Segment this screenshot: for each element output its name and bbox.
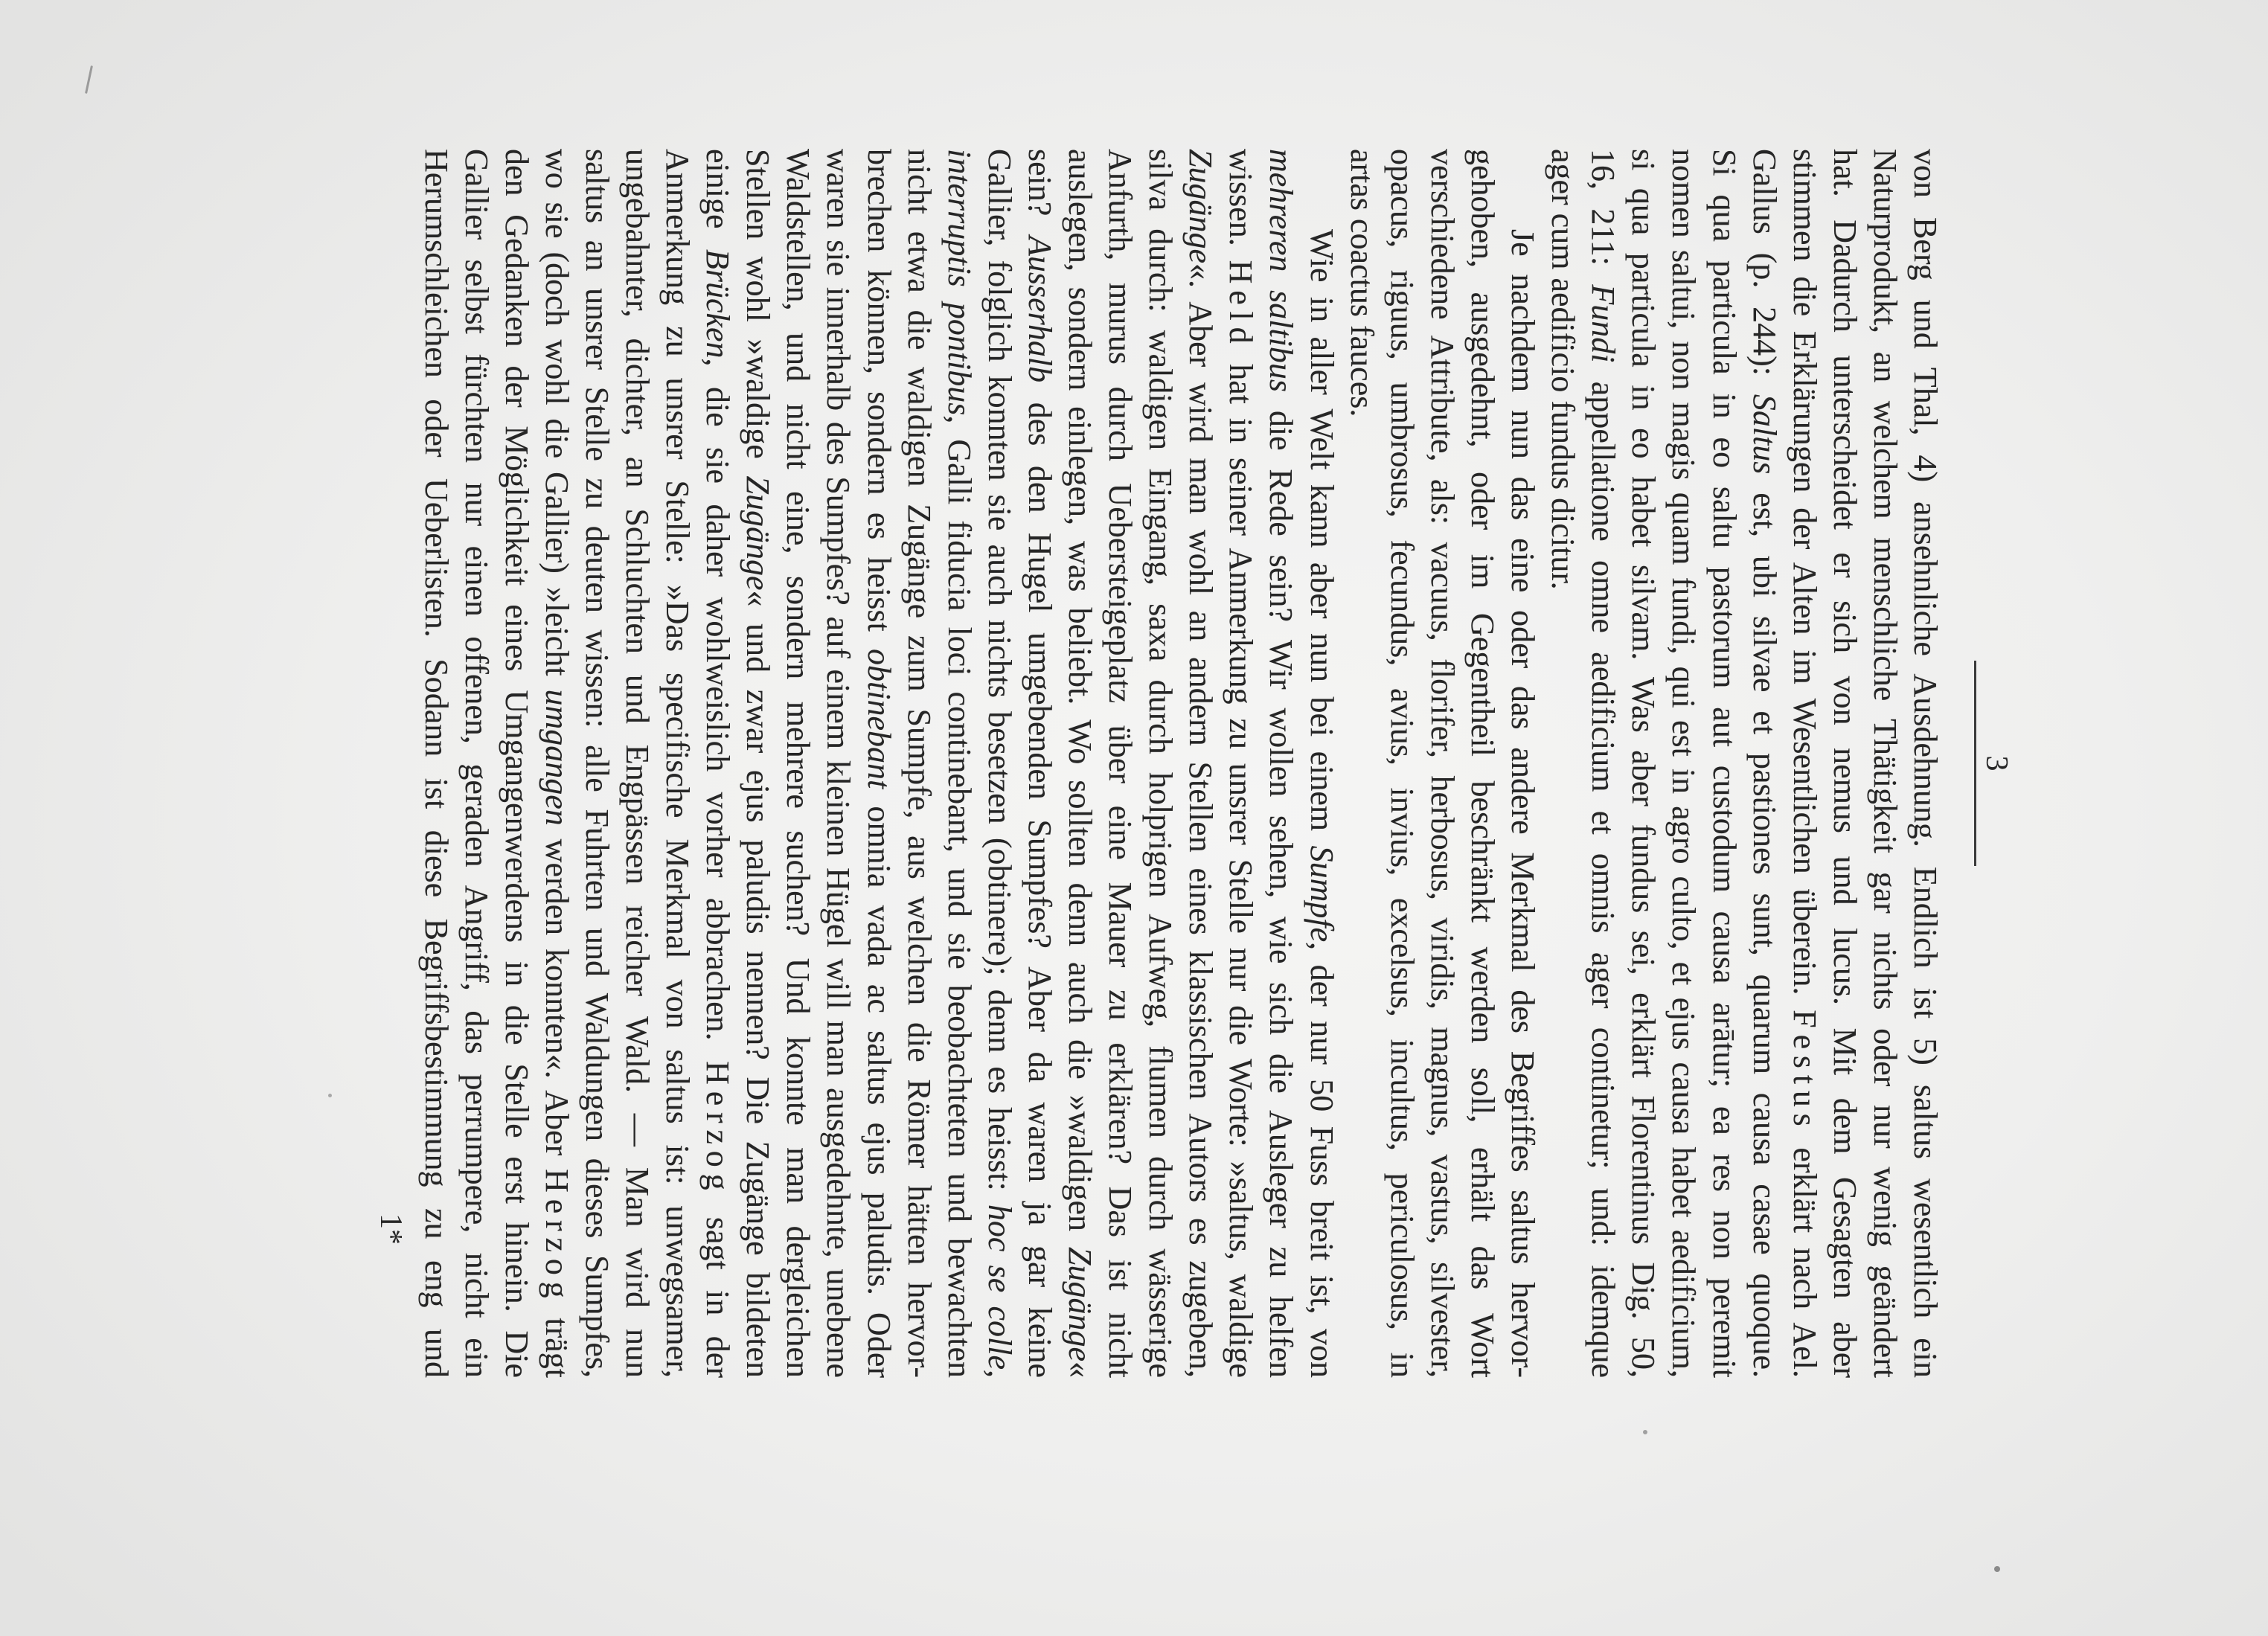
text-line [415, 149, 455, 1378]
text-line [1260, 149, 1301, 1378]
text-run: hat. Dadurch unterscheidet er sich von nemus und lucus. Mit dem Gesagten aber [1826, 149, 1863, 1378]
text-line [657, 149, 697, 1378]
text-line [697, 149, 737, 1378]
italic-text: Fundi [1585, 284, 1622, 363]
text-run: omnia vada ac saltus ejus paludis. Oder [860, 789, 897, 1378]
text-run: verschiedene Attribute, als: vacuus, florifer, herbosus, viridis, magnus, vastus, silvester, [1423, 149, 1461, 1378]
text-line [979, 149, 1019, 1378]
text-line [1019, 149, 1060, 1378]
text-line [858, 149, 898, 1378]
italic-text: mehreren saltibus [1263, 149, 1300, 393]
scan-speck [328, 1094, 332, 1097]
text-run: sagt in der [699, 1196, 737, 1378]
text-line [899, 149, 939, 1378]
text-line [1060, 149, 1100, 1378]
text-run: brechen können, sondern es heisst [860, 149, 897, 649]
italic-text: Sumpfe [1303, 845, 1340, 943]
text-line [1865, 149, 1905, 1378]
text-run: opacus, riguus, umbrosus, fecundus, avius, invius, excelsus, incultus, periculosus, in [1383, 149, 1420, 1378]
text-run: nomen saltui, non magis quam fundi, qui est in agro culto, et ejus causa habet aedificium, [1665, 149, 1702, 1378]
text-run: Stellen wohl »waldige [740, 149, 777, 476]
text-run: gehoben, ausgedehnt, oder im Gegentheil beschränkt werden soll, erhält das Wort [1464, 149, 1501, 1378]
italic-text: Ausserhalb [1021, 235, 1058, 383]
text-run: Anfurth, murus durch Uebersteigeplatz über eine Mauer zu erklären? Das ist nicht [1102, 149, 1139, 1378]
italic-text: Saltus [1746, 394, 1783, 475]
text-run: artas coactus fauces. [1343, 149, 1380, 417]
text-run: saltus an unsrer Stelle zu deuten wissen: alle Fuhrten und Waldungen dieses Sumpfes, [578, 149, 615, 1378]
italic-text: Zugänge [1182, 149, 1220, 263]
text-run: ager cum aedificio fundus dicitur. [1545, 149, 1582, 590]
spaced-text: Held [1223, 260, 1260, 350]
page-number: 3 [1979, 755, 2014, 772]
text-run: werden konnten«. Aber [538, 825, 575, 1170]
text-run: «. Aber wird man wohl an andern Stellen eines klassischen Autors es zugeben, [1182, 263, 1220, 1378]
text-run: trägt [538, 1304, 575, 1378]
italic-text: Zugänge [1062, 1247, 1099, 1361]
text-line [577, 149, 617, 1378]
text-run: erklärt nach Ael. [1786, 1132, 1823, 1378]
text-run: ungebahnter, dichter, an Schluchten und Engpässen reicher Wald. — Man wird nun [619, 149, 656, 1378]
text-line [1140, 149, 1180, 1378]
text-line [536, 149, 577, 1378]
text-line [778, 149, 818, 1378]
text-line [1180, 149, 1220, 1378]
text-line [1623, 149, 1663, 1378]
spaced-text: Herzog [538, 1169, 575, 1305]
text-run: « [1062, 1361, 1099, 1378]
text-line [818, 149, 858, 1378]
text-line [1905, 149, 1945, 1378]
spaced-text: Festus [1786, 1010, 1823, 1133]
text-line [1502, 149, 1543, 1378]
text-line [1543, 149, 1583, 1378]
text-run: Gallier selbst fürchten nur einen offenen, geraden Angriff, das perrumpere, nicht ein [458, 149, 495, 1378]
spaced-text: Herzog [699, 1061, 737, 1197]
signature-mark: 1* [374, 1213, 408, 1245]
page-header [1976, 149, 2016, 1378]
text-line [1301, 149, 1342, 1378]
text-line [456, 149, 496, 1378]
text-line [617, 149, 657, 1378]
scan-speck [1994, 1566, 2000, 1572]
text-line [1825, 149, 1865, 1378]
text-run: appellatione omne aedificium et omnis ager continetur; und: idemque [1585, 362, 1622, 1378]
text-run: Gallier, folglich konnten sie auch nichts besetzen (obtinere); denn es heisst: [981, 149, 1018, 1204]
text-line [496, 149, 536, 1378]
text-run: « und zwar ejus paludis nennen? Die Zugänge bildeten [740, 590, 777, 1378]
text-run: nicht etwa die waldigen Zugänge zum Sumpfe, aus welchen die Römer hätten hervor- [900, 149, 938, 1378]
text-run: den Gedanken der Möglichkeit eines Umgangenwerdens in die Stelle erst hinein. Die [498, 149, 535, 1378]
text-run: hat in seiner Anmerkung zu unsrer Stelle nur die Worte: »saltus, waldige [1223, 350, 1260, 1378]
scan-speck [1643, 1430, 1647, 1434]
text-run: auslegen, sondern einlegen, was beliebt. Wo sollten denn auch die »waldigen [1062, 149, 1099, 1247]
text-run: Waldstellen, und nicht eine, sondern mehrere suchen? Und konnte man dergleichen [780, 149, 817, 1378]
text-line [1462, 149, 1502, 1378]
text-line [1342, 149, 1382, 1378]
text-run: des den Hugel umgebenden Sumpfes? Aber da waren ja gar keine [1021, 382, 1058, 1378]
text-run: wissen. [1223, 149, 1260, 260]
italic-text: Brücken [699, 248, 737, 359]
text-run: , die sie daher wohlweislich vorher abbrachen. [699, 358, 737, 1062]
rotated-book-page [365, 149, 2054, 1378]
text-run: Je nachdem nun das eine oder das andere Merkmal des Begriffes saltus hervor- [1505, 229, 1542, 1378]
text-run: Naturprodukt, an welchem menschliche Thätigkeit gar nichts oder nur wenig geändert [1866, 149, 1903, 1378]
text-run: est, ubi silvae et pastiones sunt, quarum causa casae quoque. [1746, 474, 1783, 1378]
text-run: Herumschleichen oder Ueberlisten. Sodann ist diese Begriffsbestimmung zu eng und [417, 149, 455, 1378]
text-run: stimmen die Erklärungen der Alten im Wesentlichen überein. [1786, 149, 1823, 1010]
text-line [1744, 149, 1784, 1378]
text-line [737, 149, 778, 1378]
text-run: einige [699, 149, 737, 249]
text-run: von Berg und Thal, 4) ansehnliche Ausdehnung. Endlich ist 5) saltus wesentlich ein [1907, 149, 1944, 1378]
text-line [1382, 149, 1422, 1378]
text-line [1583, 149, 1623, 1378]
text-run: Gallus (p. 244): [1746, 149, 1783, 394]
text-run: waren sie innerhalb des Sumpfes? auf einem kleinen Hügel will man ausgedehnte, unebene [820, 149, 857, 1378]
text-run: 16, 211: [1585, 149, 1622, 285]
text-run: , der nur 50 Fuss breit ist, von [1303, 942, 1340, 1378]
text-line [1422, 149, 1462, 1378]
italic-text: Zugänge [740, 475, 777, 591]
italic-text: hoc se colle, [981, 1204, 1018, 1378]
text-run: Si qua particula in eo saltu pastorum aut custodum causa arātur; ea res non peremit [1705, 149, 1743, 1378]
text-run: Wie in aller Welt kann aber nun bei einem [1303, 229, 1340, 846]
scan-mark [85, 65, 93, 94]
italic-text: obtinebant [860, 649, 897, 789]
text-run: si qua particula in eo habet silvam. Was aber fundus sei, erklärt Florentinus Dig. 50, [1625, 149, 1662, 1378]
text-line [1663, 149, 1703, 1378]
text-run: silva durch: waldigen Eingang, saxa durch holprigen Aufweg, flumen durch wässerige [1142, 149, 1179, 1378]
text-line [1100, 149, 1140, 1378]
text-line [1784, 149, 1825, 1378]
text-run: sein? [1021, 149, 1058, 236]
text-line [1703, 149, 1743, 1378]
text-block [415, 149, 1945, 1378]
text-run: , Galli fiducia loci continebant, und sie beobachteten und bewachten [941, 415, 978, 1378]
text-run: wo sie (doch wohl die Gallier) »leicht [538, 149, 575, 690]
header-rule [1974, 661, 1976, 866]
text-line [939, 149, 979, 1378]
italic-text: umgangen [538, 689, 575, 826]
text-run: die Rede sein? Wir wollen sehen, wie sich die Ausleger zu helfen [1263, 392, 1300, 1378]
text-line [1220, 149, 1260, 1378]
italic-text: interruptis pontibus [941, 149, 978, 416]
text-run: Anmerkung zu unsrer Stelle: »Das specifische Merkmal von saltus ist: unwegsamer, [659, 149, 696, 1378]
